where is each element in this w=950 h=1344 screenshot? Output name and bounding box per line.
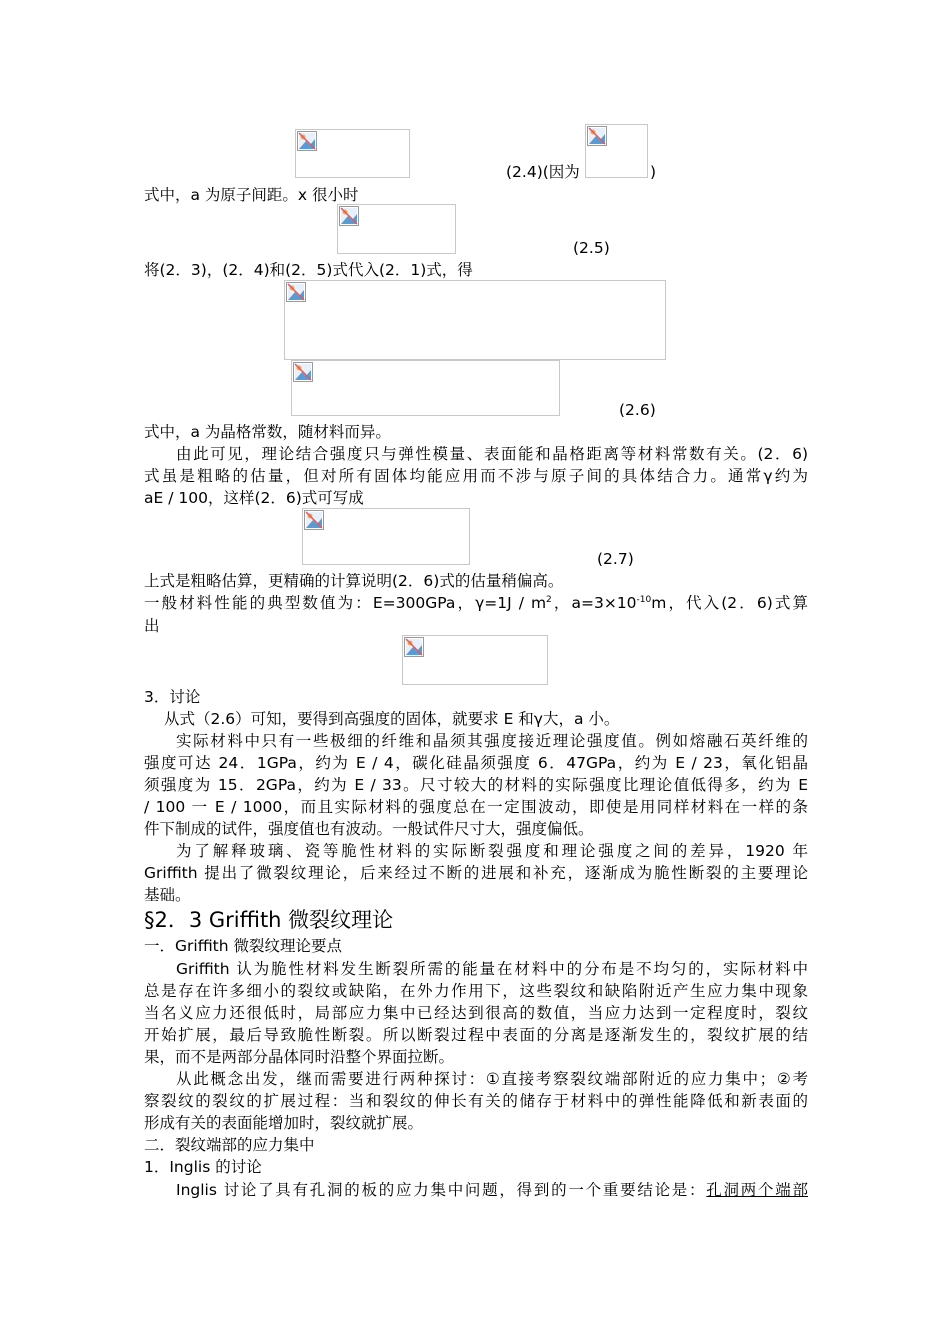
broken-image-icon bbox=[339, 206, 359, 226]
underlined-text: 孔洞两个端部 bbox=[706, 1181, 808, 1199]
equation-image bbox=[295, 129, 410, 178]
text-line: 上式是粗略估算，更精确的计算说明(2．6)式的估量稍偏高。 bbox=[144, 572, 564, 590]
text-line bbox=[144, 592, 808, 614]
text-line: 式中，a 为原子间距。x 很小时 bbox=[144, 186, 359, 204]
subsection-label: 二．裂纹端部的应力集中 bbox=[144, 1136, 315, 1154]
text-line: 将(2．3)，(2．4)和(2．5)式代入(2．1)式，得 bbox=[144, 261, 473, 279]
text-line: 形成有关的表面能增加时，裂纹就扩展。 bbox=[144, 1114, 424, 1132]
text-line: 式中，a 为晶格常数，随材料而异。 bbox=[144, 423, 391, 441]
text-line bbox=[144, 1179, 808, 1201]
superscript: 2 bbox=[546, 595, 552, 605]
text-line: 由此可见，理论结合强度只与弹性模量、表面能和晶格距离等材料常数有关。(2．6) bbox=[176, 445, 808, 463]
text-line: 实际材料中只有一些极细的纤维和晶须其强度接近理论强度值。例如熔融石英纤维的 bbox=[176, 732, 808, 750]
text-line: / 100 一 E / 1000，而且实际材料的强度总在一定围波动，即使是用同样材料在一样的条 bbox=[144, 798, 808, 816]
superscript: -10 bbox=[636, 595, 652, 605]
text-span: ，a=3×10 bbox=[551, 594, 637, 612]
equation-number: (2.6) bbox=[619, 401, 656, 419]
text-span: 一般材料性能的典型数值为：E=300GPa，γ=1J / m bbox=[144, 594, 547, 612]
equation-image bbox=[284, 280, 666, 360]
equation-image bbox=[291, 360, 560, 416]
section-label: 3．讨论 bbox=[144, 688, 201, 706]
text-line: 总是存在许多细小的裂纹或缺陷，在外力作用下，这些裂纹和缺陷附近产生应力集中现象 bbox=[144, 982, 808, 1000]
broken-image-icon bbox=[304, 510, 324, 530]
equation-image bbox=[402, 635, 548, 685]
equation-image bbox=[585, 124, 648, 178]
text-line: 从式（2.6）可知，要得到高强度的固体，就要求 E 和γ大，a 小。 bbox=[164, 710, 620, 728]
text-line: Griffith 认为脆性材料发生断裂所需的能量在材料中的分布是不均匀的，实际材料中 bbox=[176, 960, 808, 978]
text-line: 出 bbox=[144, 617, 160, 635]
broken-image-icon bbox=[587, 126, 607, 146]
equation-number: (2.4)(因为 bbox=[506, 163, 580, 181]
equation-number: (2.7) bbox=[597, 550, 634, 568]
text-line: 当名义应力还很低时，局部应力集中已经达到很高的数值，当应力达到一定程度时，裂纹 bbox=[144, 1004, 808, 1022]
subsection-label: 1．Inglis 的讨论 bbox=[144, 1158, 262, 1176]
text-line: 式虽是粗略的估量，但对所有固体均能应用而不涉与原子间的具体结合力。通常γ约为 bbox=[144, 467, 808, 485]
text-line: aE / 100，这样(2．6)式可写成 bbox=[144, 489, 364, 507]
text-line: 须强度为 15．2GPa，约为 E / 33。尺寸较大的材料的实际强度比理论值低得多，约为 E bbox=[144, 776, 808, 794]
section-heading: §2．3 Griffith 微裂纹理论 bbox=[144, 908, 394, 932]
equation-image bbox=[302, 508, 470, 565]
text-line: 从此概念出发，继而需要进行两种探讨：①直接考察裂纹端部附近的应力集中；②考 bbox=[176, 1070, 808, 1088]
broken-image-icon bbox=[404, 637, 424, 657]
text-line: 件下制成的试件，强度值也有波动。一般试件尺寸大，强度偏低。 bbox=[144, 820, 594, 838]
equation-number: (2.5) bbox=[573, 239, 610, 257]
text-line: Griffith 提出了微裂纹理论，后来经过不断的进展和补充，逐渐成为脆性断裂的主要理论 bbox=[144, 864, 808, 882]
text-span: Inglis 讨论了具有孔洞的板的应力集中问题，得到的一个重要结论是： bbox=[176, 1181, 707, 1199]
subsection-label: 一．Griffith 微裂纹理论要点 bbox=[144, 937, 343, 955]
text-line: 为了解释玻璃、瓷等脆性材料的实际断裂强度和理论强度之间的差异，1920 年 bbox=[176, 842, 808, 860]
broken-image-icon bbox=[286, 282, 306, 302]
broken-image-icon bbox=[293, 362, 313, 382]
text-span: m，代入(2．6)式算 bbox=[651, 594, 808, 612]
text-line: 强度可达 24．1GPa，约为 E / 4，碳化硅晶须强度 6．47GPa，约为 E / 23，氧化铝晶 bbox=[144, 754, 808, 772]
equation-paren: ) bbox=[650, 163, 657, 181]
equation-image bbox=[337, 204, 456, 254]
text-line: 开始扩展，最后导致脆性断裂。所以断裂过程中表面的分离是逐渐发生的，裂纹扩展的结 bbox=[144, 1026, 808, 1044]
text-line: 察裂纹的裂纹的扩展过程：当和裂纹的伸长有关的储存于材料中的弹性能降低和新表面的 bbox=[144, 1092, 808, 1110]
text-line: 基础。 bbox=[144, 886, 191, 904]
broken-image-icon bbox=[297, 131, 317, 151]
text-line: 果，而不是两部分晶体同时沿整个界面拉断。 bbox=[144, 1048, 455, 1066]
